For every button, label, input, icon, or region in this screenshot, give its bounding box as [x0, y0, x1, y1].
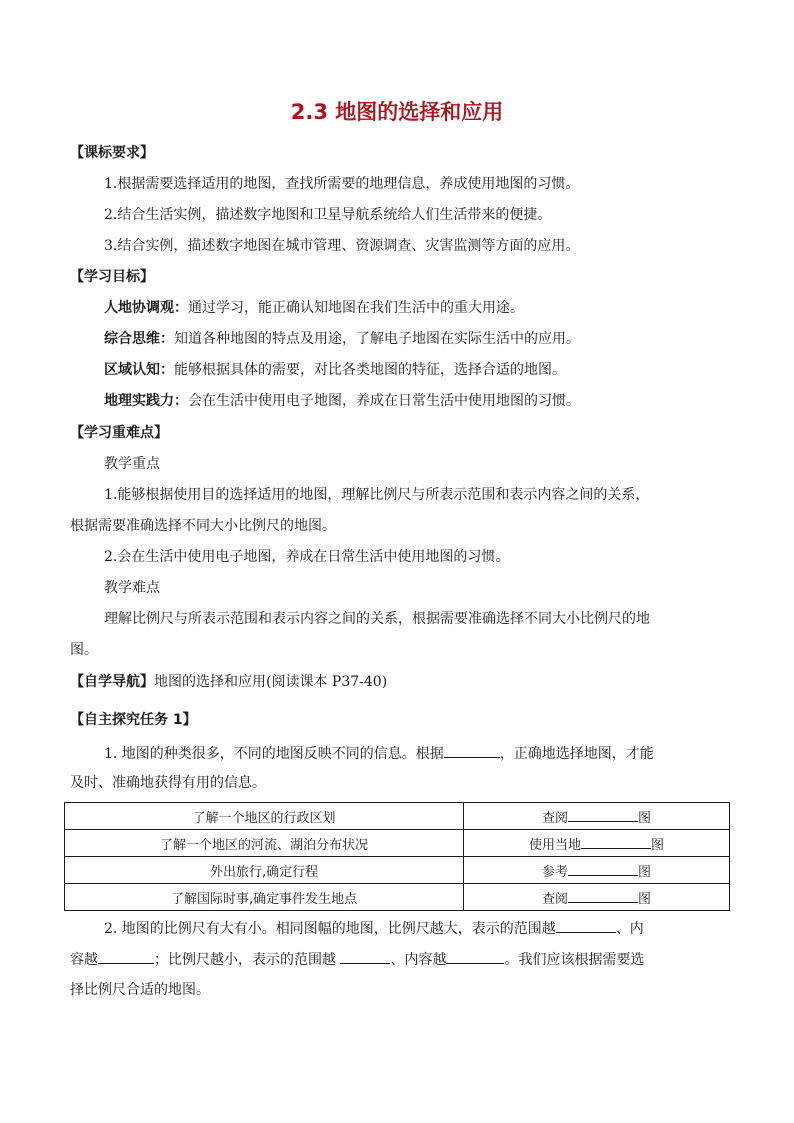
answer-unit: 图 [638, 810, 652, 826]
objective-label: 地理实践力： [104, 393, 188, 409]
q2-text: 容越 [70, 952, 98, 968]
answer-action: 查阅 [542, 891, 569, 907]
answer-unit: 图 [638, 864, 652, 880]
focus-item-1-line-2: 根据需要准确选择不同大小比例尺的地图。 [70, 518, 336, 534]
table-cell-purpose: 外出旅行,确定行程 [65, 857, 464, 884]
objective-item-3 [104, 360, 730, 380]
curriculum-item-2: 2.结合生活实例，描述数字地图和卫星导航系统给人们生活带来的便捷。 [104, 207, 552, 223]
q2-text: 。我们应该根据需要选 [504, 952, 645, 968]
difficulty-label: 教学难点 [104, 580, 160, 596]
table-cell-purpose: 了解一个地区的行政区划 [65, 803, 464, 830]
fill-blank[interactable] [340, 949, 390, 964]
objective-item-2 [104, 329, 730, 349]
q1-prefix: 1. 地图的种类很多，不同的地图反映不同的信息。根据 [104, 746, 444, 762]
focus-item-1-line-1: 1.能够根据使用目的选择适用的地图，理解比例尺与所表示范围和表示内容之间的关系， [104, 487, 650, 503]
table-cell-answer [464, 884, 730, 911]
table-cell-answer [464, 803, 730, 830]
answer-action: 查阅 [542, 810, 569, 826]
map-selection-table [64, 802, 730, 911]
answer-action: 使用当地 [529, 837, 582, 853]
page-title: 2.3 地图的选择和应用 [290, 100, 504, 124]
q2-text: 2. 地图的比例尺有大有小。相同图幅的地图，比例尺越大，表示的范围越 [104, 921, 556, 937]
objective-text: 通过学习，能正确认知地图在我们生活中的重大用途。 [188, 300, 524, 316]
fill-blank[interactable] [98, 949, 154, 964]
fill-blank[interactable] [568, 862, 638, 876]
difficulty-line-2: 图。 [70, 642, 98, 658]
curriculum-item-1: 1.根据需要选择适用的地图，查找所需要的地理信息，养成使用地图的习惯。 [104, 176, 580, 192]
fill-blank[interactable] [568, 889, 638, 903]
objective-label: 区域认知： [104, 362, 174, 378]
answer-unit: 图 [651, 837, 665, 853]
q2-text: ；比例尺越小，表示的范围越 [154, 952, 341, 968]
task1-q1-line-1 [104, 743, 730, 764]
task1-heading: 【自主探究任务 1】 [70, 712, 197, 728]
fill-blank[interactable] [446, 949, 504, 964]
table-cell-purpose: 了解国际时事,确定事件发生地点 [65, 884, 464, 911]
q1-suffix: ，正确地选择地图，才能 [499, 746, 654, 762]
table-cell-purpose: 了解一个地区的河流、湖泊分布状况 [65, 830, 464, 857]
fill-blank[interactable] [444, 743, 500, 758]
answer-action: 参考 [542, 864, 569, 880]
task1-q2-line-1 [104, 918, 730, 939]
objective-label: 人地协调观： [104, 300, 188, 316]
fill-blank[interactable] [568, 808, 638, 822]
task1-q2-line-2 [70, 949, 730, 970]
table-row [65, 803, 730, 830]
curriculum-heading: 【课标要求】 [70, 145, 154, 161]
guide-heading: 【自学导航】 [70, 674, 154, 690]
table-row [65, 857, 730, 884]
focus-item-2: 2.会在生活中使用电子地图，养成在日常生活中使用地图的习惯。 [104, 549, 510, 565]
objectives-heading: 【学习目标】 [70, 269, 154, 285]
table-cell-answer [464, 857, 730, 884]
objective-label: 综合思维： [104, 331, 174, 347]
q2-text: 、内 [615, 921, 644, 937]
objective-text: 知道各种地图的特点及用途，了解电子地图在实际生活中的应用。 [174, 331, 580, 347]
task1-q1-line-2: 及时、准确地获得有用的信息。 [70, 775, 266, 791]
keypoints-heading: 【学习重难点】 [70, 425, 168, 441]
objective-item-1 [104, 298, 730, 318]
curriculum-item-3: 3.结合实例，描述数字地图在城市管理、资源调查、灾害监测等方面的应用。 [104, 238, 580, 254]
focus-label: 教学重点 [104, 456, 160, 472]
fill-blank[interactable] [581, 835, 651, 849]
table-row [65, 830, 730, 857]
guide-line [70, 672, 730, 692]
guide-text: 地图的选择和应用(阅读课本 P37-40) [154, 674, 388, 690]
difficulty-line-1: 理解比例尺与所表示范围和表示内容之间的关系，根据需要准确选择不同大小比例尺的地 [104, 611, 650, 627]
objective-item-4 [104, 391, 730, 411]
table-cell-answer [464, 830, 730, 857]
q2-text: 、内容越 [390, 952, 447, 968]
fill-blank[interactable] [556, 918, 616, 933]
table-row [65, 884, 730, 911]
objective-text: 能够根据具体的需要，对比各类地图的特征，选择合适的地图。 [174, 362, 566, 378]
objective-text: 会在生活中使用电子地图，养成在日常生活中使用地图的习惯。 [188, 393, 580, 409]
answer-unit: 图 [638, 891, 652, 907]
task1-q2-line-3: 择比例尺合适的地图。 [70, 982, 210, 998]
